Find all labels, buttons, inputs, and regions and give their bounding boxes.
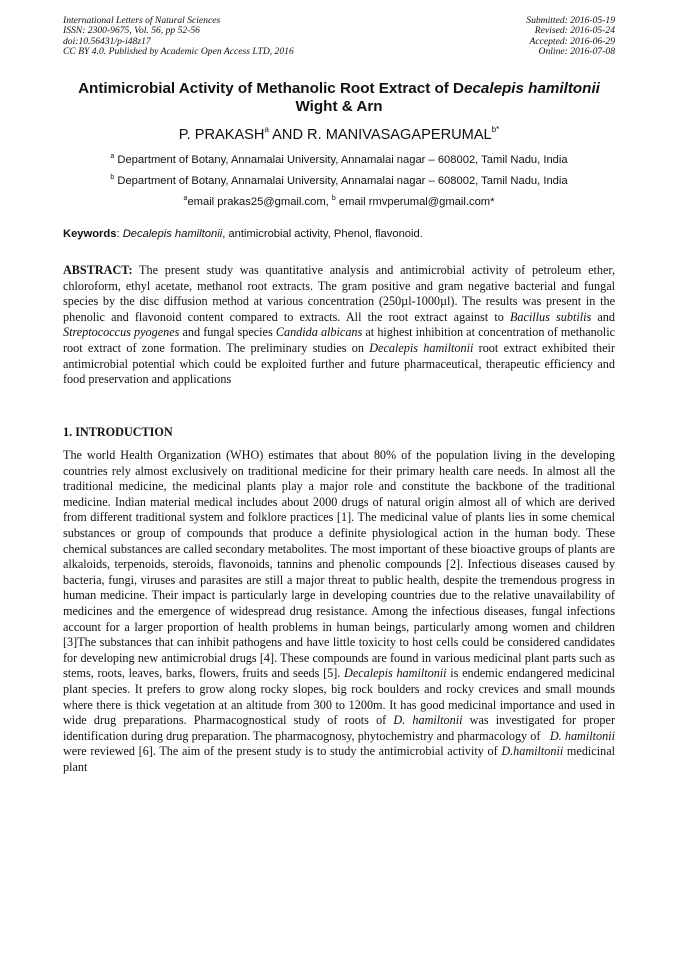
abstract-paragraph xyxy=(63,263,615,388)
affiliation-a xyxy=(40,150,638,167)
affiliation-b-mark: b xyxy=(110,174,115,181)
abstract-species-1: Bacillus subtilis xyxy=(509,309,592,324)
intro-species-2: D. hamiltonii xyxy=(393,713,463,728)
intro-text-5: medicinal plant xyxy=(63,744,615,774)
paper-title xyxy=(63,80,615,116)
abstract-text-2: and xyxy=(591,309,615,324)
email-a: email prakas25@gmail.com, xyxy=(187,196,332,208)
abstract-species-2: Streptococcus pyogenes xyxy=(63,325,180,340)
intro-text-4: were reviewed [6]. The aim of the present study is to study the antimicrobial activity of xyxy=(63,744,502,759)
abstract-species-4: Decalepis hamiltonii xyxy=(369,340,474,355)
intro-text-1: The world Health Organization (WHO) estimates that about 80% of the population living in the developing countries rely almost exclusively on traditional medicine for their primary health care needs. In almost all the traditional medicine, the medicinal plants play a major role and constitute the backbone of the traditional medicine. Indian material medical includes about 2000 drugs of natural origin almost all of which are derived from different traditional system and folklore practices [1]. The medicinal value of plants lies in some chemical substances or group of compounds that produce a definite physiological action in the human body. These chemical substances are called secondary metabolites. The most important of these bioactive groups of plants are alkaloids, terpenoids, steroids, flavonoids, tannins and phenolic compounds [2]. Infectious diseases caused by bacteria, fungi, viruses and parasites are still a major threat to public health, despite the tremendous progress in human medicine. Their impact is particularly large in developing countries due to the relative unavailability of medicines and the emergence of widespread drug resistance. Among the infectious diseases, fungal infections account for a larger proportion of health problems in human beings, particularly among women and children [3]The substances that can inhibit pathogens and have little toxicity to host cells could be considered candidates for developing new antimicrobial drugs [4]. These compounds are found in various medicinal plant parts such as stems, roots, leaves, barks, flowers, fruits and seeds [5]. xyxy=(63,448,615,681)
journal-license: CC BY 4.0. Published by Academic Open Access LTD, 2016 xyxy=(63,46,294,58)
email-b: email rmvperumal@gmail.com* xyxy=(335,196,495,208)
author-1: P. PRAKASH xyxy=(178,127,265,143)
intro-species-4: D.hamiltonii xyxy=(501,744,564,759)
affiliation-b xyxy=(40,171,638,188)
section-heading-introduction: 1. INTRODUCTION xyxy=(63,425,173,439)
abstract-species-3: Candida albicans xyxy=(275,325,363,340)
email-a-mark: a xyxy=(183,195,188,202)
author-1-affiliation-mark: a xyxy=(264,125,269,134)
intro-text-3: was investigated for proper identification during drug preparation. The pharmacognosy, phytochemistry and pharmacology of xyxy=(63,713,619,743)
abstract-text-1: The present study was quantitative analysis and antimicrobial activity of petroleum ether, chloroform, ethyl acetate, methanol root extracts. The gram positive and gram negative bacterial and fungal species by the disc diffusion method at various concentration (250µl-1000µl). The results was present in the phenolic and flavonoid content compared to extracts. All the root extract against to xyxy=(63,263,615,324)
author-connector: AND xyxy=(268,127,308,143)
online-date: Online: 2016-07-08 xyxy=(538,46,615,58)
author-2: R. MANIVASAGAPERUMAL xyxy=(307,127,492,143)
intro-text-2: is endemic endangered medicinal plant species. It prefers to grow along rocky slopes, big rock boulders and rocky crevices and small mounds where there is thick vegetation at an altitude from 300 to 1200m. It has good medicinal importance and used in wide drug preparations. Pharmacognostical study of roots of xyxy=(63,666,615,728)
author-emails xyxy=(40,192,638,209)
intro-species-1: Decalepis hamiltonii xyxy=(344,666,447,681)
keywords-rest: , antimicrobial activity, Phenol, flavonoid. xyxy=(222,228,423,240)
author-list xyxy=(63,121,615,144)
title-part-3: Wight & Arn xyxy=(295,98,383,115)
journal-name: International Letters of Natural Sciences xyxy=(63,15,221,26)
affiliation-b-text: Department of Botany, Annamalai University, Annamalai nagar – 608002, Tamil Nadu, India xyxy=(114,175,568,187)
abstract-text-3: and fungal species xyxy=(179,325,276,340)
abstract-text-5: root extract exhibited their antimicrobial potential which could be exploited further and future pharmaceutical, therapeutic efficiency and food preservation and applications xyxy=(63,340,615,387)
journal-issn: ISSN: 2300-9675, Vol. 56, pp 52-56 xyxy=(63,25,200,37)
title-species: ecalepis hamiltonii xyxy=(464,80,600,97)
journal-doi: doi:10.56431/p-i48z17 xyxy=(63,35,151,47)
keyword-species: Decalepis hamiltonii xyxy=(122,228,223,240)
keywords-colon: : xyxy=(116,228,123,240)
accepted-date: Accepted: 2016-06-29 xyxy=(529,35,615,47)
abstract-text-4: at highest inhibition at concentration of methanolic root extract of zone formation. The preliminary studies on xyxy=(63,325,615,355)
introduction-paragraph xyxy=(63,448,619,775)
abstract-label: ABSTRACT: xyxy=(63,263,133,277)
email-b-mark: b xyxy=(331,195,336,202)
intro-species-3: D. hamiltonii xyxy=(549,728,615,743)
affiliation-a-mark: a xyxy=(110,153,115,160)
author-2-affiliation-mark: b* xyxy=(491,125,500,134)
keywords-label: Keywords xyxy=(63,228,117,240)
journal-header-left xyxy=(63,16,294,58)
submitted-date: Submitted: 2016-05-19 xyxy=(526,15,615,26)
keywords-line xyxy=(63,227,615,241)
title-part-1: Antimicrobial Activity of Methanolic Root Extract of D xyxy=(78,80,465,97)
revised-date: Revised: 2016-05-24 xyxy=(534,25,615,37)
affiliation-a-text: Department of Botany, Annamalai University, Annamalai nagar – 608002, Tamil Nadu, India xyxy=(114,154,568,166)
journal-header-right xyxy=(526,16,615,58)
